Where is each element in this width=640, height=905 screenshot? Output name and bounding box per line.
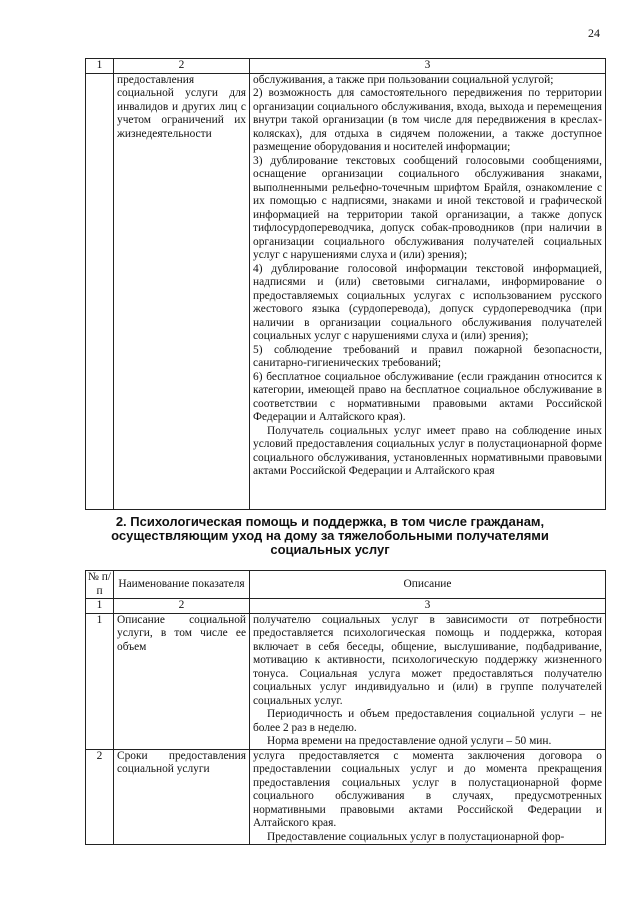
column-number-row — [86, 599, 606, 614]
condition-item: 6) бесплатное социальное обслуживание (если гражданин относится к категории, имеющей право на бесплатное социальное обслуживание в соответствии с нормативными правовыми актами Российской Федерации и Алтайского края). — [253, 370, 602, 423]
section-heading: 2. Психологическая помощь и поддержка, в том числе гражданам, осуществляющим уход на дому за тяжелобольными получателями социальных услуг — [111, 514, 549, 557]
column-number-row — [86, 59, 606, 74]
column-number-1: 1 — [86, 59, 114, 74]
condition-item: 5) соблюдение требований и правил пожарной безопасности, санитарно-гигиенических требований; — [253, 343, 602, 369]
row-number: 2 — [86, 749, 114, 845]
header-row — [86, 571, 606, 599]
condition-item: обслуживания, а также при пользовании социальной услугой; — [253, 73, 554, 86]
description-cell — [250, 73, 606, 509]
table-row — [86, 613, 606, 749]
column-number-1: 1 — [86, 599, 114, 614]
indicator-name: Сроки предоставления социальной услуги — [114, 749, 250, 845]
description-paragraph: Периодичность и объем предоставления социальной услуги – не более 2 раз в неделю. — [253, 708, 602, 734]
description-cell — [250, 749, 606, 845]
header-description: Описание — [250, 571, 606, 599]
condition-item: 4) дублирование голосовой информации текстовой информацией, надписями и (или) световыми сигналами, информирование о предоставляемых социальных услугах с использованием русского жестового языка (сурдоперевода), допуск сурдопереводчика (при наличии в организации социального обслуживания получателей социальных услуг с нарушениями слуха и (или) зрения); — [253, 262, 602, 342]
closing-paragraph: Получатель социальных услуг имеет право на соблюдение иных условий предоставления социальных услуг в полустационарной форме социального обслуживания, установленных нормативными правовыми актами Российской Федерации и Алтайского края — [253, 424, 602, 477]
page-number: 24 — [588, 26, 600, 40]
column-number-3: 3 — [250, 59, 606, 74]
description-paragraph: услуга предоставляется с момента заключения договора о предоставлении социальных услуг и до момента прекращения предоставления социальных услуг в полустационарной форме социального обслуживания в случаях, предусмотренных нормативными правовыми актами Российской Федерации и Алтайского края. — [253, 749, 602, 829]
condition-item: 2) возможность для самостоятельного передвижения по территории организации социального обслуживания, входа, выхода и перемещения внутри такой организации (в том числе для передвижения в креслах-колясках), для отдыха в сидячем положении, а также доступное размещение оборудования и носителей информации; — [253, 87, 602, 153]
condition-item: 3) дублирование текстовых сообщений голосовыми сообщениями, оснащение организации социального обслуживания знаками, выполненными рельефно-точечным шрифтом Брайля, ознакомление с их помощью с надписями, знаками и иной текстовой и графической информацией на территории такой организации, а также допуск тифлосурдопереводчика, допуск собак-проводников (при наличии в организации социального обслуживания получателей социальных услуг с нарушениями слуха и (или) зрения); — [253, 154, 602, 261]
description-paragraph: Норма времени на предоставление одной услуги – 50 мин. — [267, 735, 552, 747]
service-table — [85, 570, 606, 845]
row-number: 1 — [86, 613, 114, 749]
header-num: № п/п — [86, 571, 114, 599]
table-row — [86, 73, 606, 509]
header-name: Наименование показателя — [114, 571, 250, 599]
indicator-name: Описание социальной услуги, в том числе ее объем — [114, 613, 250, 749]
indicator-name: предоставления социальной услуги для инвалидов и других лиц с учетом ограничений их жизнедеятельности — [114, 73, 250, 509]
description-cell — [250, 613, 606, 749]
description-paragraph: Предоставление социальных услуг в полустационарной фор- — [267, 830, 565, 843]
column-number-3: 3 — [250, 599, 606, 614]
column-number-2: 2 — [114, 59, 250, 74]
conditions-table — [85, 58, 606, 510]
table-row — [86, 749, 606, 845]
description-paragraph: получателю социальных услуг в зависимости от потребности предоставляется психологическая помощь и поддержка, которая включает в себя беседы, общение, выслушивание, подбадривание, мотивацию к активности, психологическую поддержку жизненного тонуса. Социальная услуга может предоставляться получателю социальных услуг индивидуально и (или) в группе получателей социальных услуг. — [253, 613, 602, 707]
row-number — [86, 73, 114, 509]
column-number-2: 2 — [114, 599, 250, 614]
